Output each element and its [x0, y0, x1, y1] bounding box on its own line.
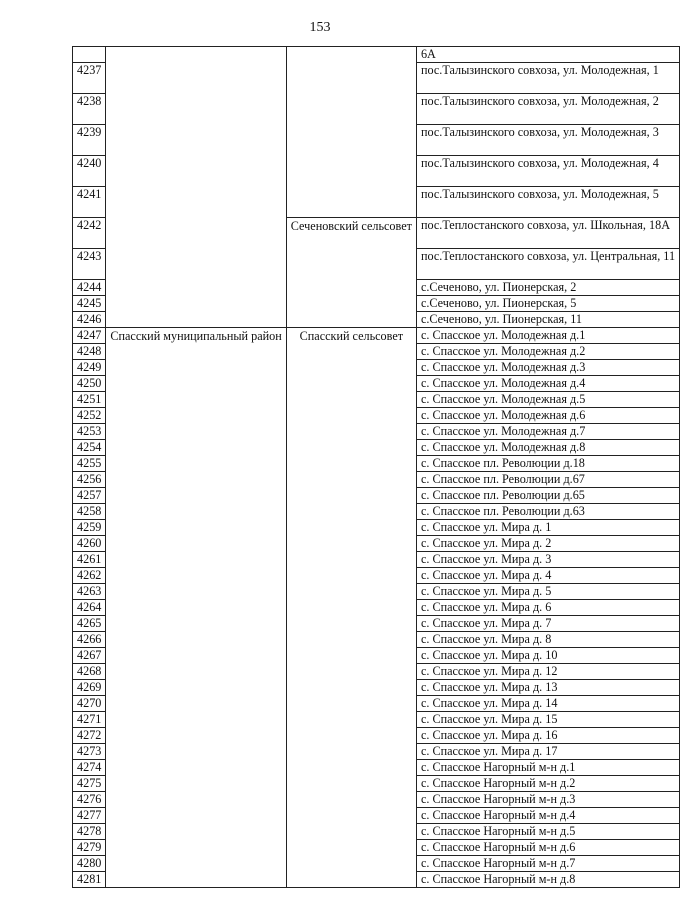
address-cell: с. Спасское ул. Молодежная д.5 [416, 392, 679, 408]
row-number-cell: 4255 [73, 456, 106, 472]
row-number-cell: 4270 [73, 696, 106, 712]
district-cell-spassky [106, 328, 286, 888]
address-cell: с. Спасское ул. Мира д. 8 [416, 632, 679, 648]
row-number-cell: 4265 [73, 616, 106, 632]
row-number-cell: 4250 [73, 376, 106, 392]
row-number-cell: 4254 [73, 440, 106, 456]
row-number-cell: 4280 [73, 856, 106, 872]
address-table-body [73, 47, 680, 888]
council-name: Сеченовский сельсовет [290, 219, 412, 233]
row-number-cell: 4272 [73, 728, 106, 744]
address-cell: с. Спасское ул. Мира д. 7 [416, 616, 679, 632]
address-cell: пос.Талызинского совхоза, ул. Молодежная, 4 [416, 156, 679, 187]
row-number-cell: 4268 [73, 664, 106, 680]
council-cell-top [286, 47, 416, 218]
row-number-cell: 4259 [73, 520, 106, 536]
address-cell: с.Сеченово, ул. Пионерская, 11 [416, 312, 679, 328]
address-cell: с. Спасское Нагорный м-н д.5 [416, 824, 679, 840]
row-number-cell: 4257 [73, 488, 106, 504]
row-number-cell: 4274 [73, 760, 106, 776]
address-cell: пос.Талызинского совхоза, ул. Молодежная, 3 [416, 125, 679, 156]
address-cell: с. Спасское Нагорный м-н д.4 [416, 808, 679, 824]
address-cell: с. Спасское ул. Мира д. 3 [416, 552, 679, 568]
address-cell: с. Спасское Нагорный м-н д.1 [416, 760, 679, 776]
row-number-cell [73, 47, 106, 63]
address-cell: с. Спасское Нагорный м-н д.3 [416, 792, 679, 808]
row-number-cell: 4249 [73, 360, 106, 376]
table-row [73, 328, 680, 344]
address-cell: с. Спасское ул. Мира д. 5 [416, 584, 679, 600]
address-cell: с. Спасское Нагорный м-н д.6 [416, 840, 679, 856]
row-number-cell: 4266 [73, 632, 106, 648]
row-number-cell: 4276 [73, 792, 106, 808]
address-cell: с. Спасское ул. Мира д. 2 [416, 536, 679, 552]
address-cell: с. Спасское ул. Мира д. 1 [416, 520, 679, 536]
row-number-cell: 4251 [73, 392, 106, 408]
address-cell: с. Спасское ул. Молодежная д.6 [416, 408, 679, 424]
council-cell-sechenovsky [286, 218, 416, 328]
address-cell: с. Спасское пл. Революции д.63 [416, 504, 679, 520]
address-cell: с. Спасское пл. Революции д.67 [416, 472, 679, 488]
district-cell-top [106, 47, 286, 328]
address-cell: с. Спасское ул. Молодежная д.2 [416, 344, 679, 360]
row-number-cell: 4248 [73, 344, 106, 360]
row-number-cell: 4269 [73, 680, 106, 696]
address-cell: с. Спасское пл. Революции д.18 [416, 456, 679, 472]
row-number-cell: 4242 [73, 218, 106, 249]
address-cell: с. Спасское ул. Молодежная д.7 [416, 424, 679, 440]
table-row [73, 47, 680, 63]
row-number-cell: 4252 [73, 408, 106, 424]
address-cell: с. Спасское ул. Молодежная д.3 [416, 360, 679, 376]
row-number-cell: 4277 [73, 808, 106, 824]
row-number-cell: 4246 [73, 312, 106, 328]
row-number-cell: 4261 [73, 552, 106, 568]
page-number: 153 [309, 20, 331, 35]
row-number-cell: 4245 [73, 296, 106, 312]
address-cell: с. Спасское ул. Мира д. 4 [416, 568, 679, 584]
council-cell-spassky [286, 328, 416, 888]
row-number-cell: 4244 [73, 280, 106, 296]
district-name: Спасский муниципальный район [110, 329, 282, 343]
address-cell: 6А [416, 47, 679, 63]
row-number-cell: 4271 [73, 712, 106, 728]
row-number-cell: 4264 [73, 600, 106, 616]
address-cell: пос.Теплостанского совхоза, ул. Школьная, 18А [416, 218, 679, 249]
address-cell: с. Спасское Нагорный м-н д.8 [416, 872, 679, 888]
row-number-cell: 4253 [73, 424, 106, 440]
row-number-cell: 4273 [73, 744, 106, 760]
address-cell: с. Спасское ул. Молодежная д.4 [416, 376, 679, 392]
row-number-cell: 4267 [73, 648, 106, 664]
address-cell: с.Сеченово, ул. Пионерская, 2 [416, 280, 679, 296]
row-number-cell: 4275 [73, 776, 106, 792]
row-number-cell: 4258 [73, 504, 106, 520]
address-table [72, 46, 680, 888]
address-cell: с.Сеченово, ул. Пионерская, 5 [416, 296, 679, 312]
address-cell: с. Спасское ул. Мира д. 15 [416, 712, 679, 728]
address-cell: с. Спасское ул. Мира д. 12 [416, 664, 679, 680]
row-number-cell: 4237 [73, 63, 106, 94]
row-number-cell: 4240 [73, 156, 106, 187]
address-cell: с. Спасское ул. Мира д. 14 [416, 696, 679, 712]
row-number-cell: 4263 [73, 584, 106, 600]
row-number-cell: 4241 [73, 187, 106, 218]
address-cell: с. Спасское ул. Мира д. 13 [416, 680, 679, 696]
address-cell: пос.Теплостанского совхоза, ул. Центральная, 11 [416, 249, 679, 280]
address-cell: с. Спасское пл. Революции д.65 [416, 488, 679, 504]
row-number-cell: 4239 [73, 125, 106, 156]
row-number-cell: 4260 [73, 536, 106, 552]
row-number-cell: 4262 [73, 568, 106, 584]
address-cell: с. Спасское ул. Мира д. 17 [416, 744, 679, 760]
address-cell: с. Спасское ул. Мира д. 16 [416, 728, 679, 744]
address-cell: пос.Талызинского совхоза, ул. Молодежная, 5 [416, 187, 679, 218]
address-cell: с. Спасское ул. Молодежная д.1 [416, 328, 679, 344]
address-cell: пос.Талызинского совхоза, ул. Молодежная, 1 [416, 63, 679, 94]
address-cell: с. Спасское Нагорный м-н д.2 [416, 776, 679, 792]
row-number-cell: 4247 [73, 328, 106, 344]
row-number-cell: 4238 [73, 94, 106, 125]
row-number-cell: 4256 [73, 472, 106, 488]
row-number-cell: 4281 [73, 872, 106, 888]
address-cell: пос.Талызинского совхоза, ул. Молодежная, 2 [416, 94, 679, 125]
row-number-cell: 4243 [73, 249, 106, 280]
row-number-cell: 4279 [73, 840, 106, 856]
address-cell: с. Спасское Нагорный м-н д.7 [416, 856, 679, 872]
address-cell: с. Спасское ул. Молодежная д.8 [416, 440, 679, 456]
row-number-cell: 4278 [73, 824, 106, 840]
address-cell: с. Спасское ул. Мира д. 6 [416, 600, 679, 616]
address-cell: с. Спасское ул. Мира д. 10 [416, 648, 679, 664]
council-name: Спасский сельсовет [299, 329, 404, 343]
